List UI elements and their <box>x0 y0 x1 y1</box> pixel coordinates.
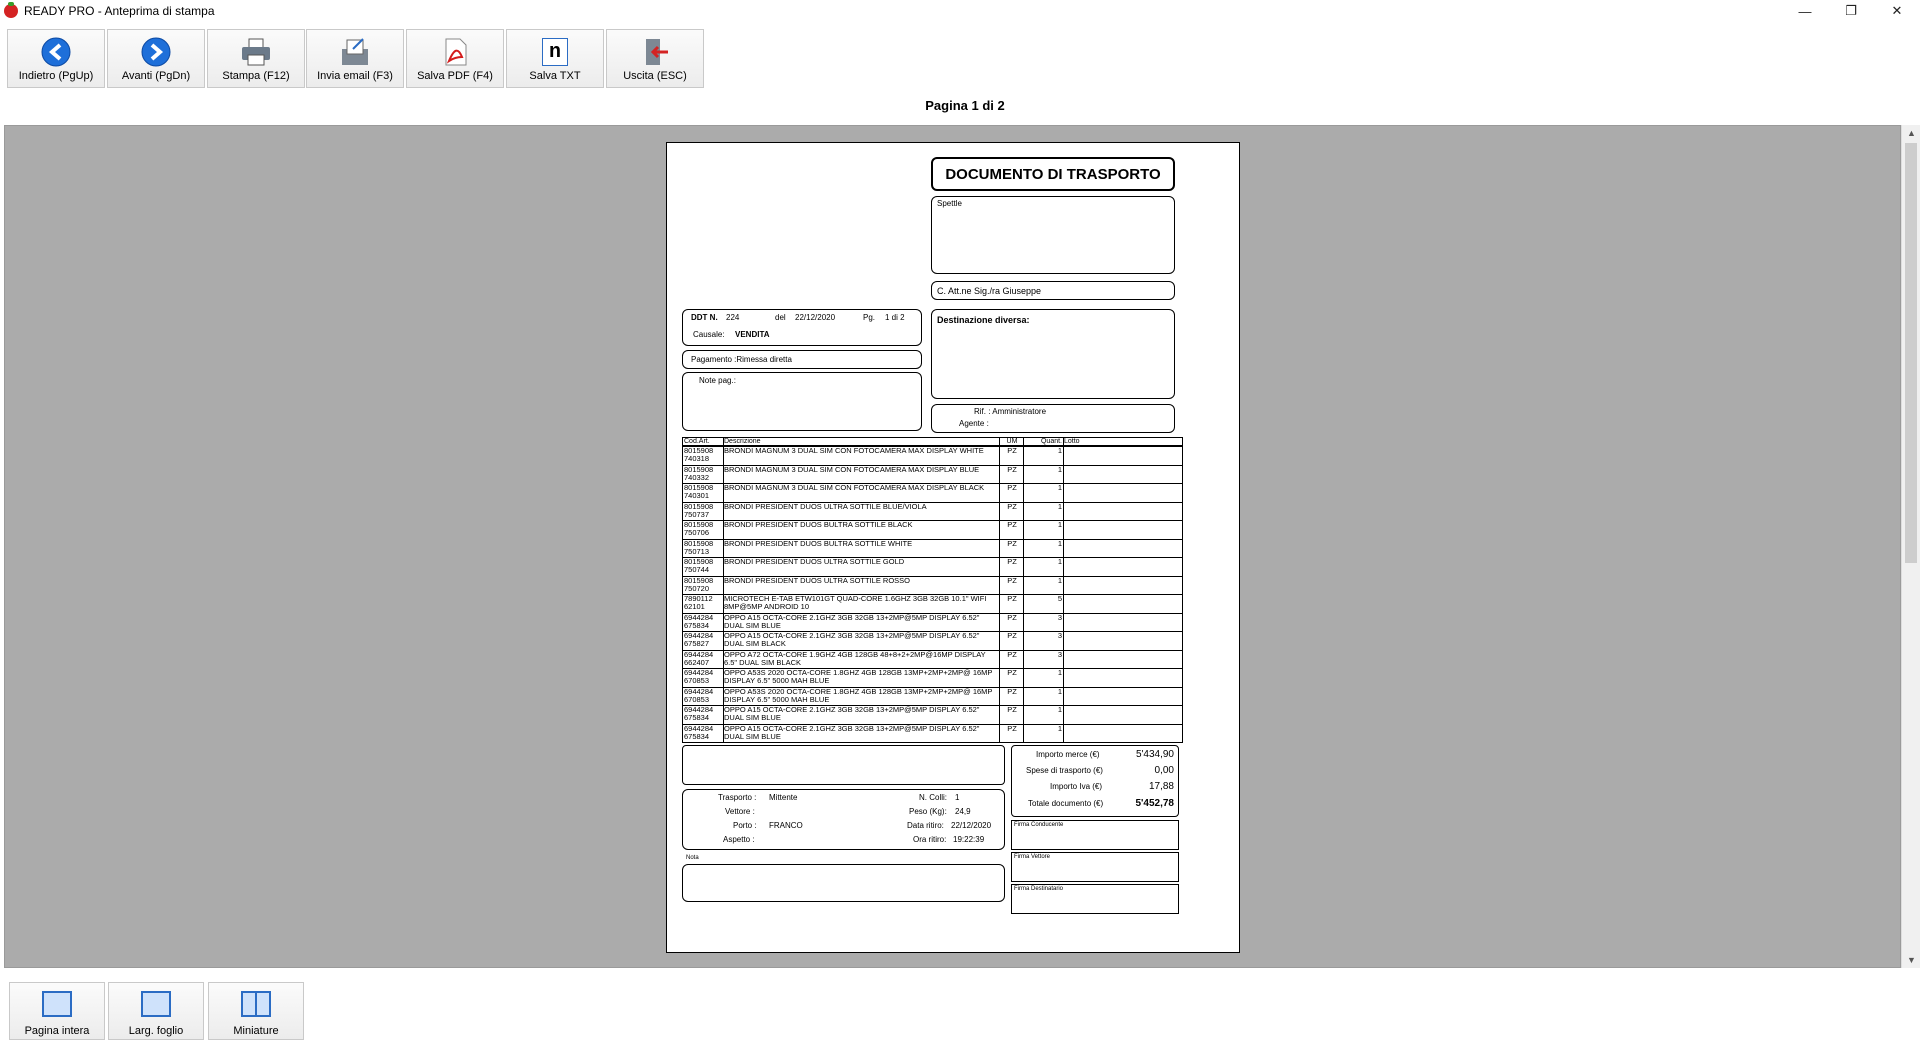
item-description: OPPO A15 OCTA-CORE 2.1GHZ 3GB 32GB 13+2MP@5MP DISPLAY 6.52" DUAL SIM BLACK <box>724 632 980 648</box>
table-row <box>683 631 1182 650</box>
item-quantity: 3 <box>1057 650 1062 659</box>
item-quantity: 1 <box>1057 558 1062 566</box>
app-icon <box>4 4 18 18</box>
item-code: 8015908 750713 <box>684 539 714 556</box>
printer-icon <box>240 36 272 68</box>
txt-icon: n <box>539 36 571 68</box>
table-row <box>683 520 1182 539</box>
item-quantity: 1 <box>1057 539 1062 548</box>
pdf-icon <box>439 36 471 68</box>
page-width-icon <box>141 991 171 1017</box>
item-description: BRONDI PRESIDENT DUOS BULTRA SOTTILE BLACK <box>724 521 913 529</box>
item-code: 8015908 740301 <box>684 484 714 500</box>
toolbar <box>0 24 1920 88</box>
table-row <box>683 465 1182 484</box>
recipient-signature-box: Firma Destinatario <box>1011 884 1179 914</box>
item-quantity: 1 <box>1057 576 1062 585</box>
table-row <box>683 724 1182 743</box>
thumbnails-icon <box>241 991 271 1017</box>
item-unit: PZ <box>1007 632 1017 640</box>
close-icon[interactable]: ✕ <box>1891 3 1903 18</box>
item-code: 6944284 670853 <box>684 669 714 685</box>
page-width-button[interactable]: Larg. foglio <box>108 982 204 1040</box>
item-code: 8015908 750744 <box>684 558 714 574</box>
transport-box: Trasporto : Mittente Vettore : Porto : FRANCO Aspetto : N. Colli: 1 Peso (Kg): 24,9 Data ritiro: 22/12/2020 Ora ritiro: 19:22:39 <box>682 789 1005 850</box>
table-row <box>683 613 1182 632</box>
scroll-up-icon[interactable]: ▲ <box>1907 128 1916 138</box>
item-unit: PZ <box>1007 687 1017 696</box>
item-description: BRONDI PRESIDENT DUOS ULTRA SOTTILE ROSSO <box>724 576 911 585</box>
item-unit: PZ <box>1007 539 1017 548</box>
exit-icon <box>639 36 671 68</box>
item-description: BRONDI PRESIDENT DUOS ULTRA SOTTILE BLUE/VIOLA <box>724 502 927 511</box>
item-quantity: 1 <box>1057 687 1062 696</box>
item-quantity: 1 <box>1057 447 1062 455</box>
save-txt-button[interactable]: n Salva TXT <box>506 29 604 88</box>
ddt-info-box: DDT N. 224 del 22/12/2020 Pg. 1 di 2 Causale: VENDITA <box>682 309 922 346</box>
table-row <box>683 502 1182 521</box>
table-row <box>683 650 1182 669</box>
item-quantity: 1 <box>1057 669 1062 677</box>
item-quantity: 1 <box>1057 484 1062 492</box>
table-row <box>683 705 1182 724</box>
carrier-signature-box: Firma Vettore <box>1011 852 1179 882</box>
print-button[interactable]: Stampa (F12) <box>207 29 305 88</box>
item-quantity: 3 <box>1057 613 1062 622</box>
item-description: BRONDI MAGNUM 3 DUAL SIM CON FOTOCAMERA MAX DISPLAY BLUE <box>724 465 980 474</box>
full-page-button[interactable]: Pagina intera <box>9 982 105 1040</box>
email-icon <box>339 36 371 68</box>
item-unit: PZ <box>1007 706 1017 714</box>
item-description: OPPO A15 OCTA-CORE 2.1GHZ 3GB 32GB 13+2MP@5MP DISPLAY 6.52" DUAL SIM BLUE <box>724 613 980 630</box>
attention-box: C. Att.ne Sig./ra Giuseppe <box>931 281 1175 300</box>
item-unit: PZ <box>1007 650 1017 659</box>
item-code: 6944284 675827 <box>684 632 714 648</box>
table-header: Cod.Art. Descrizione UM Quant. Lotto <box>683 438 1182 446</box>
note-label: Nota <box>686 855 699 861</box>
item-unit: PZ <box>1007 465 1017 474</box>
item-description: OPPO A15 OCTA-CORE 2.1GHZ 3GB 32GB 13+2MP@5MP DISPLAY 6.52" DUAL SIM BLUE <box>724 706 980 722</box>
item-quantity: 3 <box>1057 632 1062 640</box>
driver-signature-box: Firma Conducente <box>1011 820 1179 850</box>
scrollbar-thumb[interactable] <box>1905 143 1917 563</box>
item-description: OPPO A53S 2020 OCTA-CORE 1.8GHZ 4GB 128GB 13MP+2MP+2MP@ 16MP DISPLAY 6.5" 5000 MAH BLUE <box>724 669 993 685</box>
title-bar <box>0 0 1920 22</box>
table-row <box>683 539 1182 558</box>
document-page <box>666 142 1240 953</box>
item-code: 6944284 675834 <box>684 706 714 722</box>
item-unit: PZ <box>1007 595 1017 603</box>
scroll-down-icon[interactable]: ▼ <box>1907 955 1916 965</box>
recipient-box: Spettle <box>931 196 1175 274</box>
item-code: 6944284 675834 <box>684 724 714 741</box>
payment-notes-box: Note pag.: <box>682 372 922 431</box>
note-box <box>682 864 1005 902</box>
send-email-button[interactable]: Invia email (F3) <box>306 29 404 88</box>
alternate-destination-box: Destinazione diversa: <box>931 309 1175 399</box>
item-unit: PZ <box>1007 724 1017 733</box>
minimize-icon[interactable]: — <box>1798 3 1812 19</box>
item-description: BRONDI MAGNUM 3 DUAL SIM CON FOTOCAMERA MAX DISPLAY WHITE <box>724 447 984 455</box>
table-row <box>683 446 1182 465</box>
table-row <box>683 594 1182 613</box>
item-quantity: 1 <box>1057 465 1062 474</box>
item-code: 8015908 740332 <box>684 465 714 482</box>
item-description: OPPO A72 OCTA-CORE 1.9GHZ 4GB 128GB 48+8+2+2MP@16MP DISPLAY 6.5" DUAL SIM BLACK <box>724 650 986 667</box>
view-mode-bar <box>0 978 1920 1040</box>
arrow-left-icon <box>40 36 72 68</box>
table-row <box>683 557 1182 576</box>
item-unit: PZ <box>1007 502 1017 511</box>
item-code: 8015908 750706 <box>684 521 714 537</box>
item-unit: PZ <box>1007 484 1017 492</box>
totals-box: Importo merce (€) 5'434,90 Spese di trasporto (€) 0,00 Importo Iva (€) 17,88 Totale documento (€) 5'452,78 <box>1011 745 1179 817</box>
item-unit: PZ <box>1007 669 1017 677</box>
window-title: READY PRO - Anteprima di stampa <box>24 4 215 18</box>
item-code: 8015908 750737 <box>684 502 714 519</box>
full-page-icon <box>42 991 72 1017</box>
table-row <box>683 668 1182 687</box>
item-unit: PZ <box>1007 447 1017 455</box>
table-row <box>683 576 1182 595</box>
forward-button[interactable]: Avanti (PgDn) <box>107 29 205 88</box>
item-unit: PZ <box>1007 521 1017 529</box>
item-description: OPPO A15 OCTA-CORE 2.1GHZ 3GB 32GB 13+2MP@5MP DISPLAY 6.52" DUAL SIM BLUE <box>724 724 980 741</box>
item-quantity: 1 <box>1057 502 1062 511</box>
thumbnails-button[interactable]: Miniature <box>208 982 304 1040</box>
payment-box: Pagamento :Rimessa diretta <box>682 350 922 369</box>
item-code: 8015908 740318 <box>684 447 714 463</box>
item-code: 6944284 670853 <box>684 687 714 704</box>
item-quantity: 1 <box>1057 706 1062 714</box>
item-unit: PZ <box>1007 576 1017 585</box>
item-description: BRONDI PRESIDENT DUOS ULTRA SOTTILE GOLD <box>724 558 905 566</box>
vertical-scrollbar[interactable] <box>1901 125 1920 968</box>
window-controls <box>1782 0 1920 22</box>
page-indicator: Pagina 1 di 2 <box>925 98 1005 113</box>
item-description: BRONDI MAGNUM 3 DUAL SIM CON FOTOCAMERA MAX DISPLAY BLACK <box>724 484 985 492</box>
item-quantity: 1 <box>1057 521 1062 529</box>
item-description: MICROTECH E-TAB ETW101GT QUAD-CORE 1.6GHZ 3GB 32GB 10.1" WIFI 8MP@5MP ANDROID 10 <box>724 595 987 611</box>
item-unit: PZ <box>1007 558 1017 566</box>
item-quantity: 1 <box>1057 724 1062 733</box>
item-description: BRONDI PRESIDENT DUOS BULTRA SOTTILE WHITE <box>724 539 913 548</box>
blank-box <box>682 745 1005 785</box>
item-code: 6944284 675834 <box>684 613 714 630</box>
arrow-right-icon <box>140 36 172 68</box>
item-code: 6944284 662407 <box>684 650 714 667</box>
item-code: 7890112 62101 <box>684 595 713 611</box>
item-description: OPPO A53S 2020 OCTA-CORE 1.8GHZ 4GB 128GB 13MP+2MP+2MP@ 16MP DISPLAY 6.5" 5000 MAH BLUE <box>724 687 993 704</box>
restore-icon[interactable]: ❐ <box>1845 3 1857 18</box>
item-code: 8015908 750720 <box>684 576 714 593</box>
items-table <box>682 437 1183 743</box>
document-title: DOCUMENTO DI TRASPORTO <box>931 157 1175 191</box>
save-pdf-button[interactable]: Salva PDF (F4) <box>406 29 504 88</box>
table-row <box>683 483 1182 502</box>
back-button[interactable]: Indietro (PgUp) <box>7 29 105 88</box>
item-quantity: 5 <box>1057 595 1062 603</box>
table-row <box>683 687 1182 706</box>
reference-box: Rif. : Amministratore Agente : <box>931 404 1175 433</box>
item-unit: PZ <box>1007 613 1017 622</box>
exit-button[interactable]: Uscita (ESC) <box>606 29 704 88</box>
